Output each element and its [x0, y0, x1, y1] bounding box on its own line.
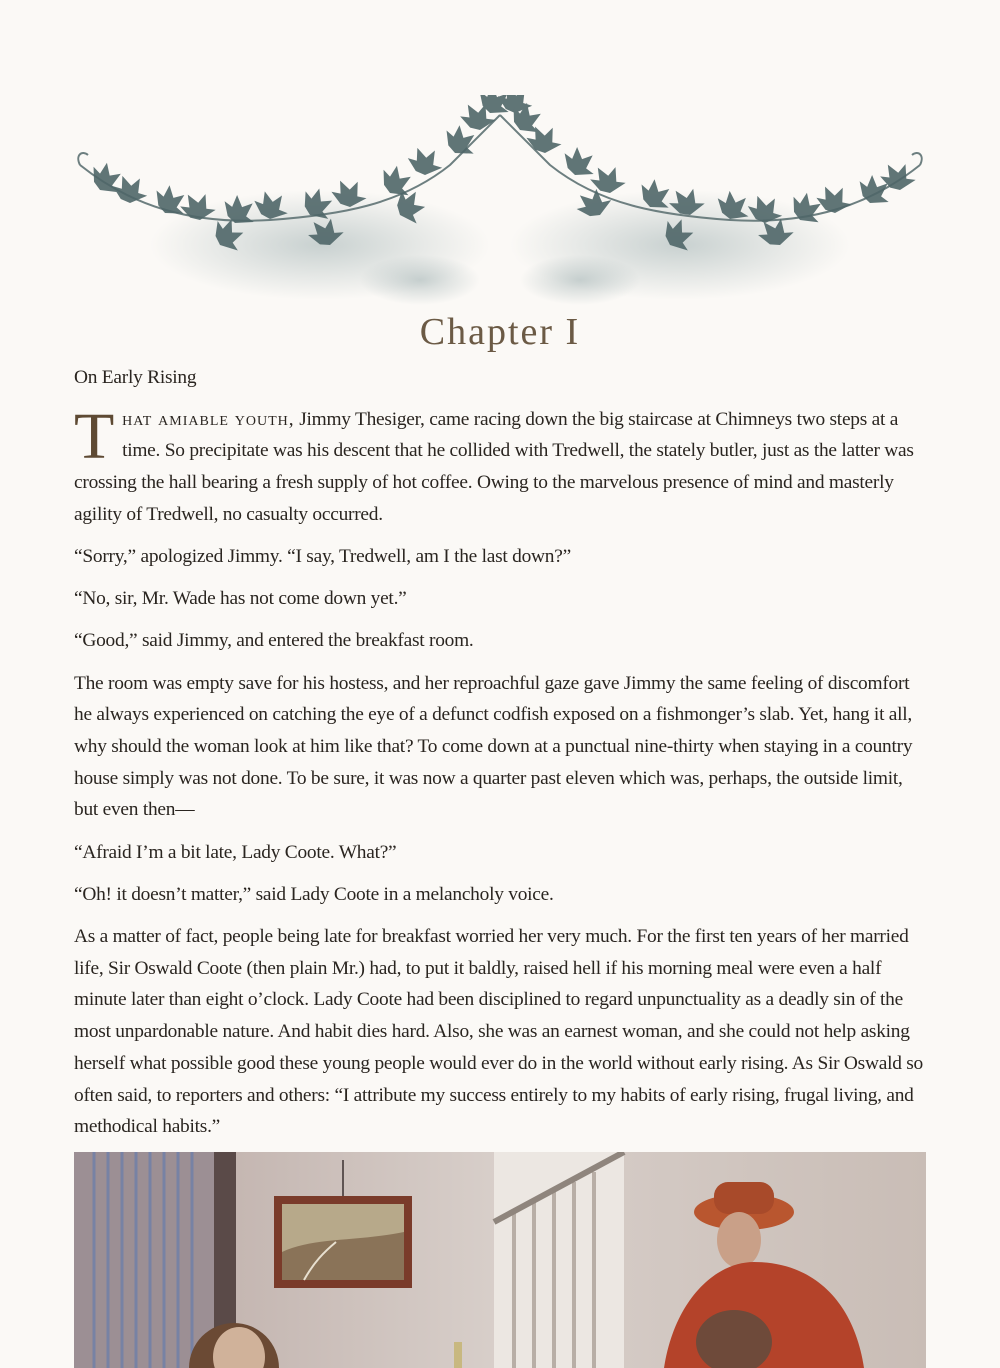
paragraph: “Good,” said Jimmy, and entered the breakfast room. — [74, 630, 474, 652]
painting-illustration — [74, 1152, 926, 1368]
ivy-leaf — [814, 181, 852, 216]
opening-smallcaps: hat amiable youth, — [122, 408, 295, 430]
opening-paragraph — [74, 399, 926, 531]
paragraph: As a matter of fact, people being late for breakfast worried her very much. For the first ten years of her married life, Sir Oswald Coote (then plain Mr.) had, to put it baldly, raised hell if his morning meal were even a half minute later than eight o’clock. Lady Coote had been disciplined to regard unpunctuality as a deadly sin of the most unpardonable nature. And habit dies hard. Also, she was an earnest woman, and she could not help asking herself what possible good these young people would ever do in the world without early rising. As Sir Oswald so often said, to reporters and others: “I attribute my success entirely to my habits of early rising, frugal living, and methodical habits.” — [74, 926, 924, 1138]
drop-cap: T — [74, 399, 115, 473]
paragraph: “Afraid I’m a bit late, Lady Coote. What?” — [74, 841, 397, 863]
chapter-body — [74, 362, 926, 1153]
paragraph: “Sorry,” apologized Jimmy. “I say, Tredwell, am I the last down?” — [74, 546, 571, 568]
chapter-subtitle: On Early Rising — [74, 367, 197, 388]
ivy-ornament — [70, 95, 930, 310]
paragraph: “Oh! it doesn’t matter,” said Lady Coote in a melancholy voice. — [74, 883, 554, 905]
paragraph: The room was empty save for his hostess, and her reproachful gaze gave Jimmy the same feeling of discomfort he always experienced on catching the eye of a defunct codfish exposed on a fishmonger’s slab. Yet, hang it all, why should the woman look at him like that? To come down at a punctual nine-thirty when staying in a country house simply was not done. To be sure, it was now a quarter past eleven which was, perhaps, the outside limit, but even then— — [74, 672, 913, 821]
paragraph: “No, sir, Mr. Wade has not come down yet.” — [74, 588, 407, 610]
ivy-leaf — [561, 145, 598, 178]
opening-text: Jimmy Thesiger, came racing down the big staircase at Chimneys two steps at a time. So precipitate was his descent that he collided with Tredwell, the stately butler, just as the latter was crossing the hall bearing a fresh supply of hot coffee. Owing to the marvelous presence of mind and masterly agility of Tredwell, no casualty occurred. — [74, 408, 914, 525]
ivy-leaf — [377, 162, 417, 199]
ivy-leaf — [406, 144, 443, 177]
chapter-title: Chapter I — [419, 311, 581, 353]
